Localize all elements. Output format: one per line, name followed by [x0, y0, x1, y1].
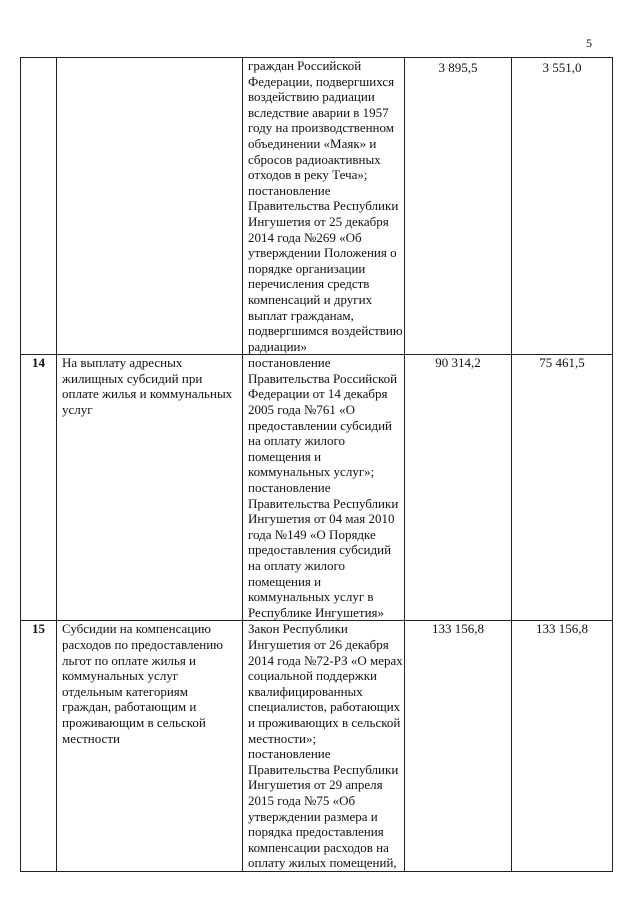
legal-basis-line: Правительства Республики [248, 761, 399, 777]
legal-basis-line: Правительства Российской [248, 370, 398, 386]
table-row [21, 355, 613, 621]
legal-basis-line: Федерации от 14 декабря [248, 386, 388, 402]
row-number: 15 [21, 621, 57, 872]
expense-name-line: коммунальных услуг [62, 668, 179, 684]
legal-basis-line: квалифицированных [248, 683, 363, 699]
legal-basis-line: постановление [248, 355, 331, 371]
legal-basis-line: воздействию радиации [248, 89, 375, 105]
row-number: 14 [21, 355, 57, 621]
expense-name [57, 621, 243, 872]
legal-basis [243, 355, 405, 621]
legal-basis-line: утверждении Положения о [248, 245, 397, 261]
legal-basis-line: подвергшимся воздействию [248, 323, 403, 339]
amount-planned: 133 156,8 [405, 621, 512, 872]
expense-name-line: проживающим в сельской [62, 714, 206, 730]
page-number: 5 [586, 36, 592, 50]
expense-name-line: На выплату адресных [62, 355, 183, 371]
row-number [21, 58, 57, 355]
budget-table [20, 57, 613, 872]
legal-basis-line: порядка предоставления [248, 824, 384, 840]
legal-basis [243, 621, 405, 872]
legal-basis-line: 2014 года №269 «Об [248, 229, 362, 245]
legal-basis-line: Ингушетия от 26 декабря [248, 636, 389, 652]
expense-name-line: граждан, работающим и [62, 699, 197, 715]
legal-basis-line: утверждении размера и [248, 808, 378, 824]
legal-basis-line: и проживающих в сельской [248, 714, 401, 730]
legal-basis-line: 2015 года №75 «Об [248, 792, 356, 808]
legal-basis-line: оплату жилых помещений, [248, 855, 397, 871]
legal-basis-line: Ингушетия от 25 декабря [248, 213, 389, 229]
legal-basis-line: коммунальных услуг»; [248, 464, 375, 480]
legal-basis-line: выплат гражданам, [248, 307, 354, 323]
expense-name [57, 355, 243, 621]
expense-name-line: местности [62, 730, 120, 746]
legal-basis-line: году на производственном [248, 120, 394, 136]
expense-name-line: жилищных субсидий при [62, 370, 203, 386]
amount-planned: 90 314,2 [405, 355, 512, 621]
legal-basis-line: отходов в реку Теча»; [248, 167, 368, 183]
expense-name-line: Субсидии на компенсацию [62, 621, 211, 637]
expense-name [57, 58, 243, 355]
legal-basis-line: предоставлении субсидий [248, 417, 393, 433]
legal-basis-line: вследствие аварии в 1957 [248, 104, 389, 120]
legal-basis-line: компенсации расходов на [248, 839, 389, 855]
legal-basis-line: постановление [248, 746, 331, 762]
expense-name-line: услуг [62, 402, 93, 418]
amount-actual: 133 156,8 [512, 621, 613, 872]
expense-name-line: льгот по оплате жилья и [62, 652, 197, 668]
legal-basis-line: радиации» [248, 338, 307, 354]
legal-basis-line: местности»; [248, 730, 317, 746]
legal-basis-line: помещения и [248, 448, 322, 464]
expense-name-line: расходов по предоставлению [62, 636, 223, 652]
legal-basis-line: Закон Республики [248, 621, 348, 637]
table-row [21, 621, 613, 872]
legal-basis-line: года №149 «О Порядке [248, 526, 376, 542]
legal-basis-line: постановление [248, 182, 331, 198]
legal-basis-line: коммунальных услуг в [248, 589, 374, 605]
amount-planned: 3 895,5 [405, 58, 512, 355]
legal-basis-line: перечисления средств [248, 276, 370, 292]
legal-basis-line: Республике Ингушетия» [248, 604, 385, 620]
legal-basis-line: сбросов радиоактивных [248, 151, 381, 167]
legal-basis-line: порядке организации [248, 260, 366, 276]
legal-basis-line: специалистов, работающих [248, 699, 401, 715]
amount-actual: 75 461,5 [512, 355, 613, 621]
legal-basis-line: компенсаций и других [248, 291, 373, 307]
legal-basis-line: предоставления субсидий [248, 542, 392, 558]
legal-basis-line: граждан Российской [248, 58, 362, 73]
expense-name-line: отдельным категориям [62, 683, 188, 699]
table-row [21, 58, 613, 355]
legal-basis [243, 58, 405, 355]
legal-basis-line: помещения и [248, 573, 322, 589]
expense-name-line: оплате жилья и коммунальных [62, 386, 233, 402]
legal-basis-line: 2005 года №761 «О [248, 402, 356, 418]
legal-basis-line: постановление [248, 480, 331, 496]
legal-basis-line: Ингушетия от 04 мая 2010 [248, 511, 395, 527]
legal-basis-line: социальной поддержки [248, 668, 377, 684]
legal-basis-line: на оплату жилого [248, 558, 346, 573]
legal-basis-line: Правительства Республики [248, 198, 399, 214]
legal-basis-line: объединении «Маяк» и [248, 135, 377, 151]
legal-basis-line: Правительства Республики [248, 495, 399, 511]
legal-basis-line: на оплату жилого [248, 433, 346, 449]
amount-actual: 3 551,0 [512, 58, 613, 355]
legal-basis-line: 2014 года №72-РЗ «О мерах [248, 652, 403, 668]
legal-basis-line: Ингушетия от 29 апреля [248, 777, 383, 793]
legal-basis-line: Федерации, подвергшихся [248, 73, 395, 89]
